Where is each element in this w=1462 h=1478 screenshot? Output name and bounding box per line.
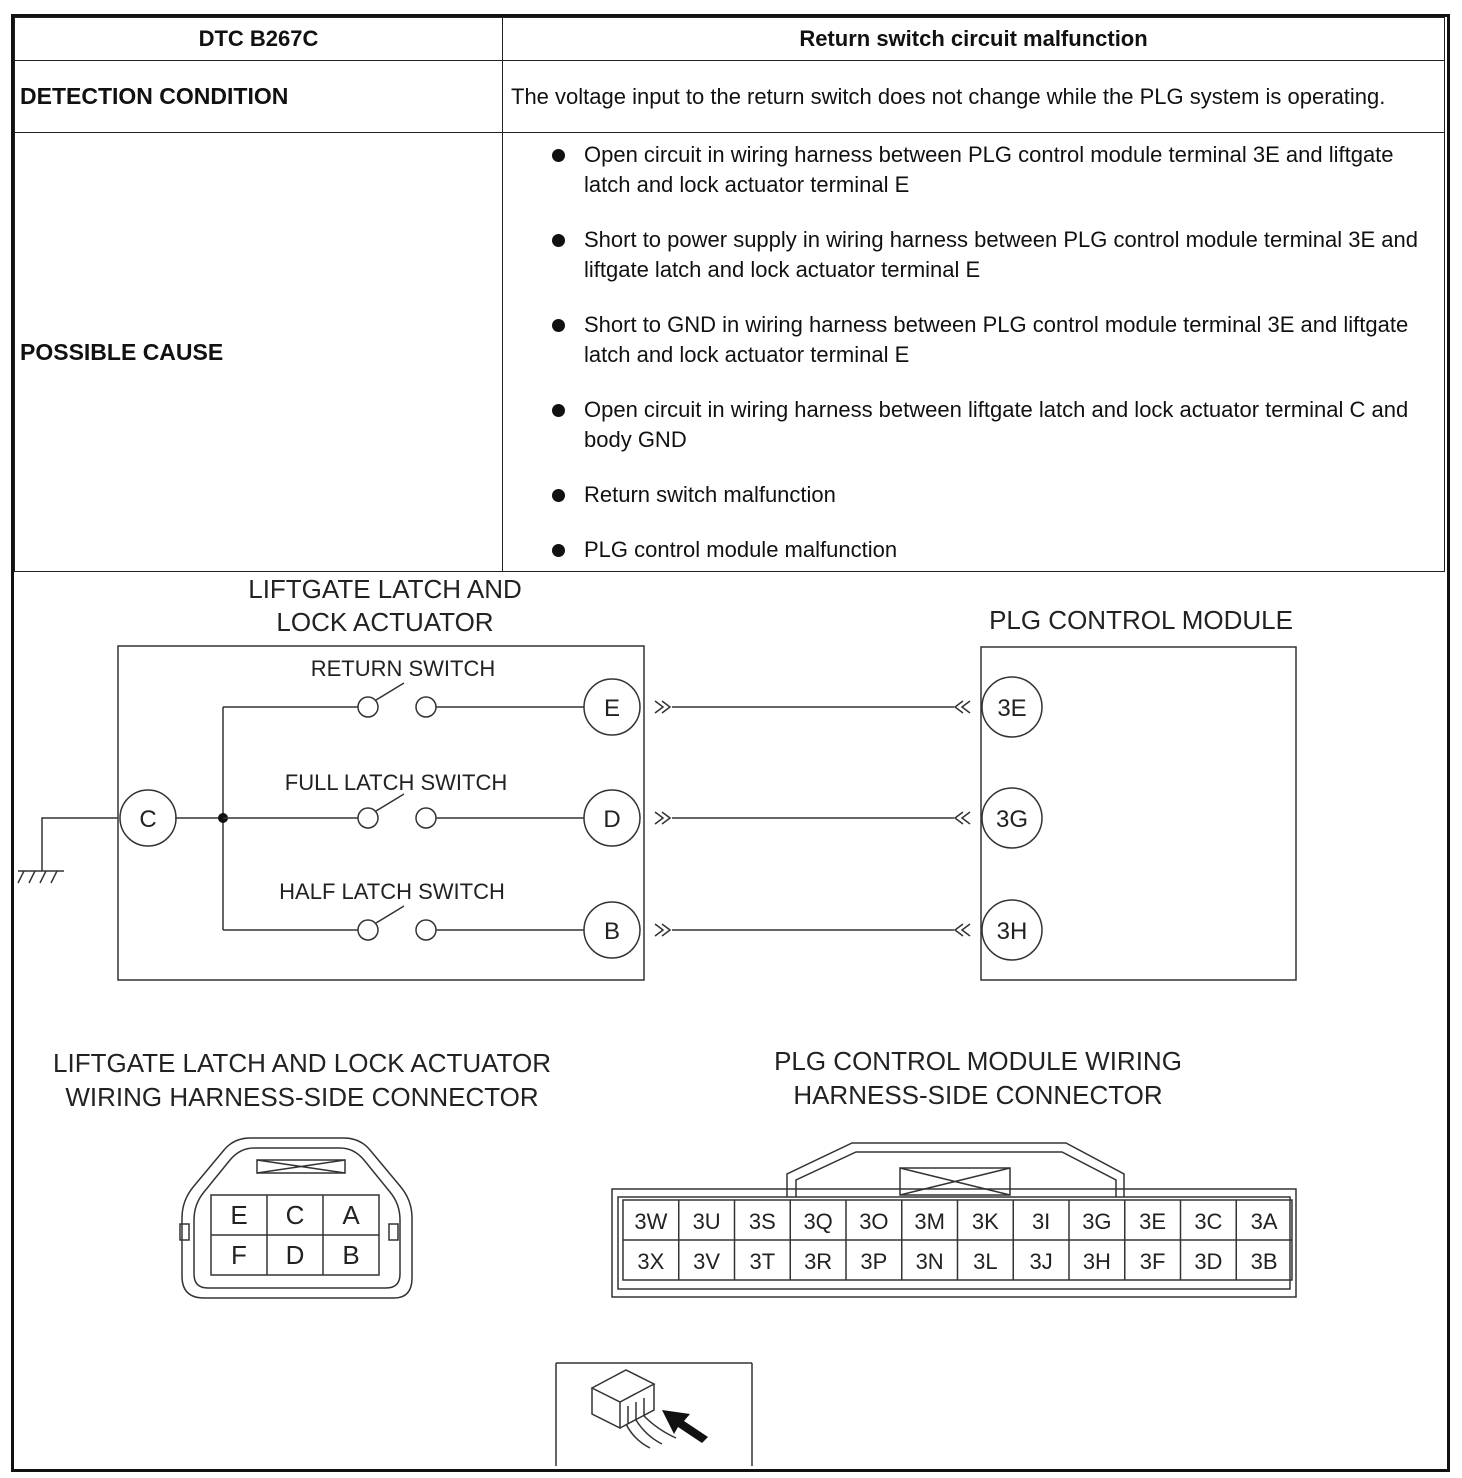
pin-label: C: [285, 1200, 305, 1230]
wiring-diagram: [14, 568, 1445, 1466]
actuator-title-line2: LOCK ACTUATOR: [276, 607, 494, 637]
dtc-title: Return switch circuit malfunction: [503, 18, 1445, 61]
pin-label: 3Q: [803, 1209, 833, 1234]
switch-row-half-latch: [223, 879, 1042, 960]
cause-cell: [503, 133, 1445, 572]
pin-label: 3P: [860, 1249, 888, 1274]
module-connector-title-line1: PLG CONTROL MODULE WIRING: [774, 1046, 1182, 1076]
common-bus: [175, 707, 228, 930]
connector-view-icon: [592, 1370, 676, 1448]
connector-arrow-icon: [655, 924, 670, 936]
switch-row-return: [223, 656, 1042, 737]
cause-row: [15, 133, 1445, 572]
connector-arrow-icon: [955, 812, 970, 824]
pin-label: 3A: [1250, 1209, 1278, 1234]
pin-label: 3V: [693, 1249, 721, 1274]
list-item: [548, 480, 1443, 510]
pin-label: 3R: [804, 1249, 833, 1274]
return-switch-label: RETURN SWITCH: [310, 656, 496, 681]
list-item: [548, 140, 1443, 200]
pin-label: 3D: [1194, 1249, 1223, 1274]
switch-blade: [376, 906, 404, 923]
bullet-icon: [552, 544, 565, 557]
switch-contact: [358, 808, 378, 828]
cause-text: Short to power supply in wiring harness between PLG control module terminal 3E and liftgate latch and lock actuator terminal E: [584, 226, 1419, 282]
actuator-connector-title-line1: LIFTGATE LATCH AND LOCK ACTUATOR: [53, 1048, 551, 1078]
detection-label: DETECTION CONDITION: [15, 61, 503, 133]
view-direction-arrow-icon: [662, 1410, 708, 1443]
pin-label: 3N: [915, 1249, 944, 1274]
switch-contact: [416, 920, 436, 940]
actuator-title-line1: LIFTGATE LATCH AND: [248, 574, 522, 604]
terminal-e-label: E: [603, 695, 621, 722]
cause-text: PLG control module malfunction: [584, 536, 898, 562]
pin-label: 3U: [692, 1209, 721, 1234]
dtc-code: DTC B267C: [15, 18, 503, 61]
switch-blade: [376, 683, 404, 700]
full-latch-switch-label: FULL LATCH SWITCH: [284, 770, 508, 795]
pin-label: 3S: [748, 1209, 776, 1234]
connector-arrow-icon: [955, 924, 970, 936]
detection-text: The voltage input to the return switch does not change while the PLG system is operating.: [503, 61, 1445, 133]
module-title: PLG CONTROL MODULE: [989, 605, 1293, 635]
list-item: [548, 535, 1443, 565]
list-item: [548, 225, 1443, 285]
pin-label: 3J: [1029, 1249, 1053, 1274]
actuator-connector-title-line2: WIRING HARNESS-SIDE CONNECTOR: [65, 1082, 539, 1112]
dtc-table: [14, 17, 1445, 572]
cause-list: [504, 140, 1443, 565]
switch-contact: [358, 697, 378, 717]
bullet-icon: [552, 404, 565, 417]
switch-blade: [376, 794, 404, 811]
cause-text: Short to GND in wiring harness between PLG control module terminal 3E and liftgate latch and lock actuator terminal E: [584, 311, 1409, 367]
terminal-c-label: C: [139, 806, 157, 833]
terminal-3g-label: 3G: [995, 806, 1029, 833]
pin-label: E: [230, 1200, 248, 1230]
list-item: [548, 310, 1443, 370]
connector-arrow-icon: [955, 701, 970, 713]
cause-text: Open circuit in wiring harness between liftgate latch and lock actuator terminal C and body GND: [584, 396, 1409, 452]
pin-label: 3X: [637, 1249, 665, 1274]
pin-label: 3L: [973, 1249, 998, 1274]
switch-row-full-latch: [223, 770, 1042, 848]
cause-label: POSSIBLE CAUSE: [15, 133, 503, 572]
bullet-icon: [552, 319, 565, 332]
pin-label: A: [342, 1200, 360, 1230]
bullet-icon: [552, 489, 565, 502]
table-header-row: [15, 18, 1445, 61]
pin-label: 3B: [1250, 1249, 1278, 1274]
list-item: [548, 395, 1443, 455]
half-latch-switch-label: HALF LATCH SWITCH: [279, 879, 505, 904]
switch-contact: [416, 697, 436, 717]
ground-icon: [18, 818, 118, 883]
pin-label: 3T: [749, 1249, 776, 1274]
pin-label: 3K: [971, 1209, 999, 1234]
pin-label: F: [231, 1240, 247, 1270]
connector-arrow-icon: [655, 701, 670, 713]
pin-label: 3O: [859, 1209, 889, 1234]
connector-view-hint: [556, 1363, 752, 1466]
side-key: [389, 1224, 398, 1240]
connector-arrow-icon: [655, 812, 670, 824]
bullet-icon: [552, 234, 565, 247]
module-box: [981, 647, 1296, 980]
switch-contact: [416, 808, 436, 828]
pin-label: 3G: [1082, 1209, 1112, 1234]
terminal-3h-label: 3H: [996, 918, 1028, 945]
terminal-d-label: D: [603, 806, 621, 833]
pin-label: 3M: [914, 1209, 945, 1234]
module-connector-title-line2: HARNESS-SIDE CONNECTOR: [793, 1080, 1163, 1110]
terminal-b-label: B: [603, 918, 621, 945]
module-connector-pins: [623, 1200, 1292, 1280]
switch-contact: [358, 920, 378, 940]
pin-label: 3C: [1194, 1209, 1223, 1234]
cause-text: Open circuit in wiring harness between PLG control module terminal 3E and liftgate latch and lock actuator terminal E: [584, 141, 1394, 197]
cause-text: Return switch malfunction: [584, 481, 836, 507]
terminal-3e-label: 3E: [997, 695, 1027, 722]
pin-label: 3W: [634, 1209, 668, 1234]
pin-label: 3I: [1031, 1209, 1051, 1234]
pin-label: 3F: [1139, 1249, 1166, 1274]
pin-label: 3H: [1082, 1249, 1111, 1274]
pin-label: B: [342, 1240, 360, 1270]
pin-label: D: [285, 1240, 305, 1270]
detection-row: [15, 61, 1445, 133]
pin-label: 3E: [1139, 1209, 1167, 1234]
bullet-icon: [552, 149, 565, 162]
